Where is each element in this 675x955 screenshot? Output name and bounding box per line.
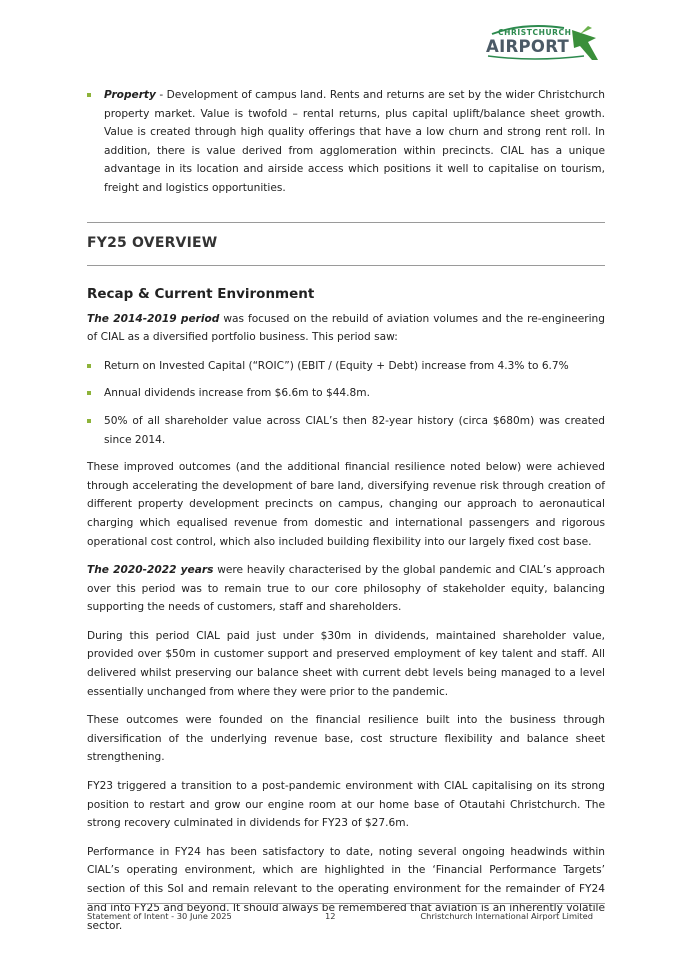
footer-document-title: Statement of Intent - 30 June 2025 bbox=[87, 911, 232, 921]
property-text: - Development of campus land. Rents and returns are set by the wider Christchurch property market. Value is twofold – rental returns, plus capital uplift/balance sheet growth. Value is created through high quality offerings that have a low churn and strong rent roll. In addition, there is value derived from agglomeration within precincts. CIAL has a unique advantage in its location and airside access which positions it well to capitalise on tourism, freight and logistics opportunities. bbox=[104, 89, 605, 194]
property-list bbox=[87, 86, 605, 198]
paragraph-fy24: Performance in FY24 has been satisfactory to date, noting several ongoing headwinds within CIAL’s operating environment, which are highlighted in the ‘Financial Performance Targets’ section of this SoI and remain relevant to the operating environment for the remainder of FY24 and into FY25 and beyond. It should always be remembered that aviation is an inherently volatile sector. bbox=[87, 845, 605, 933]
para3-lead: The 2020-2022 years bbox=[87, 564, 214, 577]
para1-text: was focused on the rebuild of aviation volumes and the re-engineering of CIAL as a diversified portfolio business. This period saw: bbox=[87, 312, 605, 344]
bullet-text: 50% of all shareholder value across CIAL’s then 82-year history (circa $680m) was created since 2014. bbox=[104, 414, 605, 446]
page-content bbox=[87, 86, 605, 946]
paragraph-outcomes: These improved outcomes (and the additional financial resilience noted below) were achieved through accelerating the development of bare land, diversifying revenue risk through creation of different property development precincts on campus, changing our approach to aeronautical charging which equalised revenue from domestic and international passengers and rigorous operational cost control, which also included building flexibility into our largely fixed cost base. bbox=[87, 461, 605, 548]
subsection-title: Recap & Current Environment bbox=[87, 285, 315, 302]
list-item bbox=[87, 357, 605, 376]
section-title: FY25 OVERVIEW bbox=[87, 234, 218, 251]
bullet-marker bbox=[87, 364, 91, 368]
bullet-marker bbox=[87, 419, 91, 423]
achievements-list bbox=[87, 357, 605, 449]
para3-text: were heavily characterised by the global pandemic and CIAL’s approach over this period was to remain true to our core philosophy of stakeholder equity, balancing supporting the needs of customers, staff and shareholders. bbox=[87, 564, 605, 614]
logo-main-text: AIRPORT bbox=[486, 37, 570, 56]
paragraph-dividends: During this period CIAL paid just under $30m in dividends, maintained shareholder value, provided over $50m in customer support and preserved employment of key talent and staff. All delivered whilst preserving our balance sheet with current debt levels being managed to a level essentially unchanged from where they were prior to the pandemic. bbox=[87, 629, 605, 698]
paragraph-2020-2022 bbox=[87, 561, 605, 617]
property-label: Property bbox=[104, 89, 156, 101]
page-number: 12 bbox=[325, 911, 336, 921]
property-bullet bbox=[87, 86, 605, 198]
bullet-marker bbox=[87, 391, 91, 395]
bullet-text: Annual dividends increase from $6.6m to $44.8m. bbox=[104, 387, 370, 400]
paragraph-resilience: These outcomes were founded on the financial resilience built into the business through diversification of the underlying revenue base, cost structure flexibility and balance sheet strengthening. bbox=[87, 714, 605, 764]
page-footer bbox=[87, 903, 605, 921]
paragraph-2014-2019 bbox=[87, 310, 605, 347]
logo-top-text: CHRISTCHURCH bbox=[498, 28, 572, 37]
christchurch-airport-logo bbox=[484, 20, 614, 62]
footer-company-name: Christchurch International Airport Limited bbox=[420, 911, 593, 921]
bullet-marker bbox=[87, 93, 91, 97]
bullet-text: Return on Invested Capital (“ROIC”) (EBIT / (Equity + Debt) increase from 4.3% to 6.7% bbox=[104, 359, 569, 372]
paragraph-fy23: FY23 triggered a transition to a post-pandemic environment with CIAL capitalising on its strong position to restart and grow our engine room at our home base of Otautahi Christchurch. The strong recovery culminated in dividends for FY23 of $27.6m. bbox=[87, 780, 605, 830]
para1-lead: The 2014-2019 period bbox=[87, 312, 220, 325]
list-item bbox=[87, 384, 605, 403]
list-item bbox=[87, 412, 605, 449]
